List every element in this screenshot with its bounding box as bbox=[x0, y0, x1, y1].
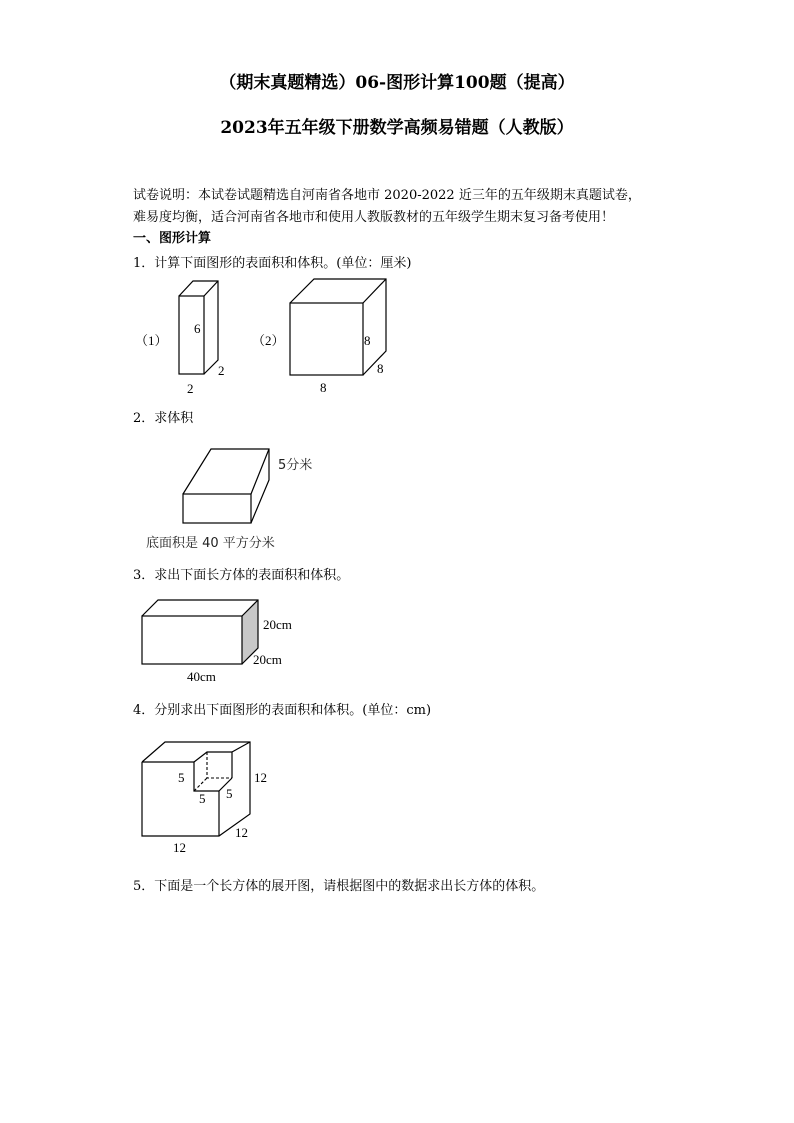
intro-line-1: 试卷说明：本试卷试题精选自河南省各地市 2020-2022 近三年的五年级期末真题试卷， bbox=[133, 188, 641, 203]
q1-figure-2-cube bbox=[290, 279, 386, 375]
question-3-text: 3．求出下面长方体的表面积和体积。 bbox=[133, 568, 350, 583]
q4-notch-height-label: 5 bbox=[178, 770, 185, 785]
q3-height-label: 20cm bbox=[263, 617, 292, 632]
q1-figure-2-depth: 8 bbox=[377, 361, 384, 376]
question-2-text: 2．求体积 bbox=[133, 411, 194, 426]
q3-cuboid bbox=[142, 600, 258, 664]
q1-figure-1-width: 2 bbox=[187, 381, 194, 396]
title-line-2: 2023年五年级下册数学高频易错题（人教版） bbox=[220, 118, 574, 138]
q4-length-label: 12 bbox=[173, 840, 186, 855]
q1-figure-1-height: 6 bbox=[194, 321, 201, 336]
intro-line-2: 难易度均衡，适合河南省各地市和使用人教版教材的五年级学生期末复习备考使用！ bbox=[133, 210, 615, 225]
q3-length-label: 40cm bbox=[187, 669, 216, 684]
q2-cuboid bbox=[183, 449, 269, 523]
q1-figure-2-height: 8 bbox=[364, 333, 371, 348]
q4-notch-depth-label: 5 bbox=[226, 786, 233, 801]
q4-notched-cube bbox=[142, 742, 250, 836]
title-line-1: （期末真题精选）06-图形计算100题（提高） bbox=[219, 73, 575, 93]
section-title: 一、图形计算 bbox=[133, 231, 212, 246]
q1-figure-1-depth: 2 bbox=[218, 363, 225, 378]
question-5-text: 5．下面是一个长方体的展开图，请根据图中的数据求出长方体的体积。 bbox=[133, 879, 545, 894]
q2-base-area-label: 底面积是 40 平方分米 bbox=[146, 536, 275, 551]
q2-height-label: 5分米 bbox=[278, 458, 313, 473]
q3-depth-label: 20cm bbox=[253, 652, 282, 667]
q4-depth-label: 12 bbox=[235, 825, 248, 840]
q1-figure-1-label: （1） bbox=[135, 333, 168, 348]
q1-figure-2-width: 8 bbox=[320, 380, 327, 395]
q1-figure-2-label: （2） bbox=[252, 333, 285, 348]
q4-height-label: 12 bbox=[254, 770, 267, 785]
q4-notch-width-label: 5 bbox=[199, 791, 206, 806]
question-4-text: 4．分别求出下面图形的表面积和体积。(单位：cm) bbox=[133, 703, 432, 718]
question-1-text: 1．计算下面图形的表面积和体积。(单位：厘米) bbox=[133, 256, 412, 271]
